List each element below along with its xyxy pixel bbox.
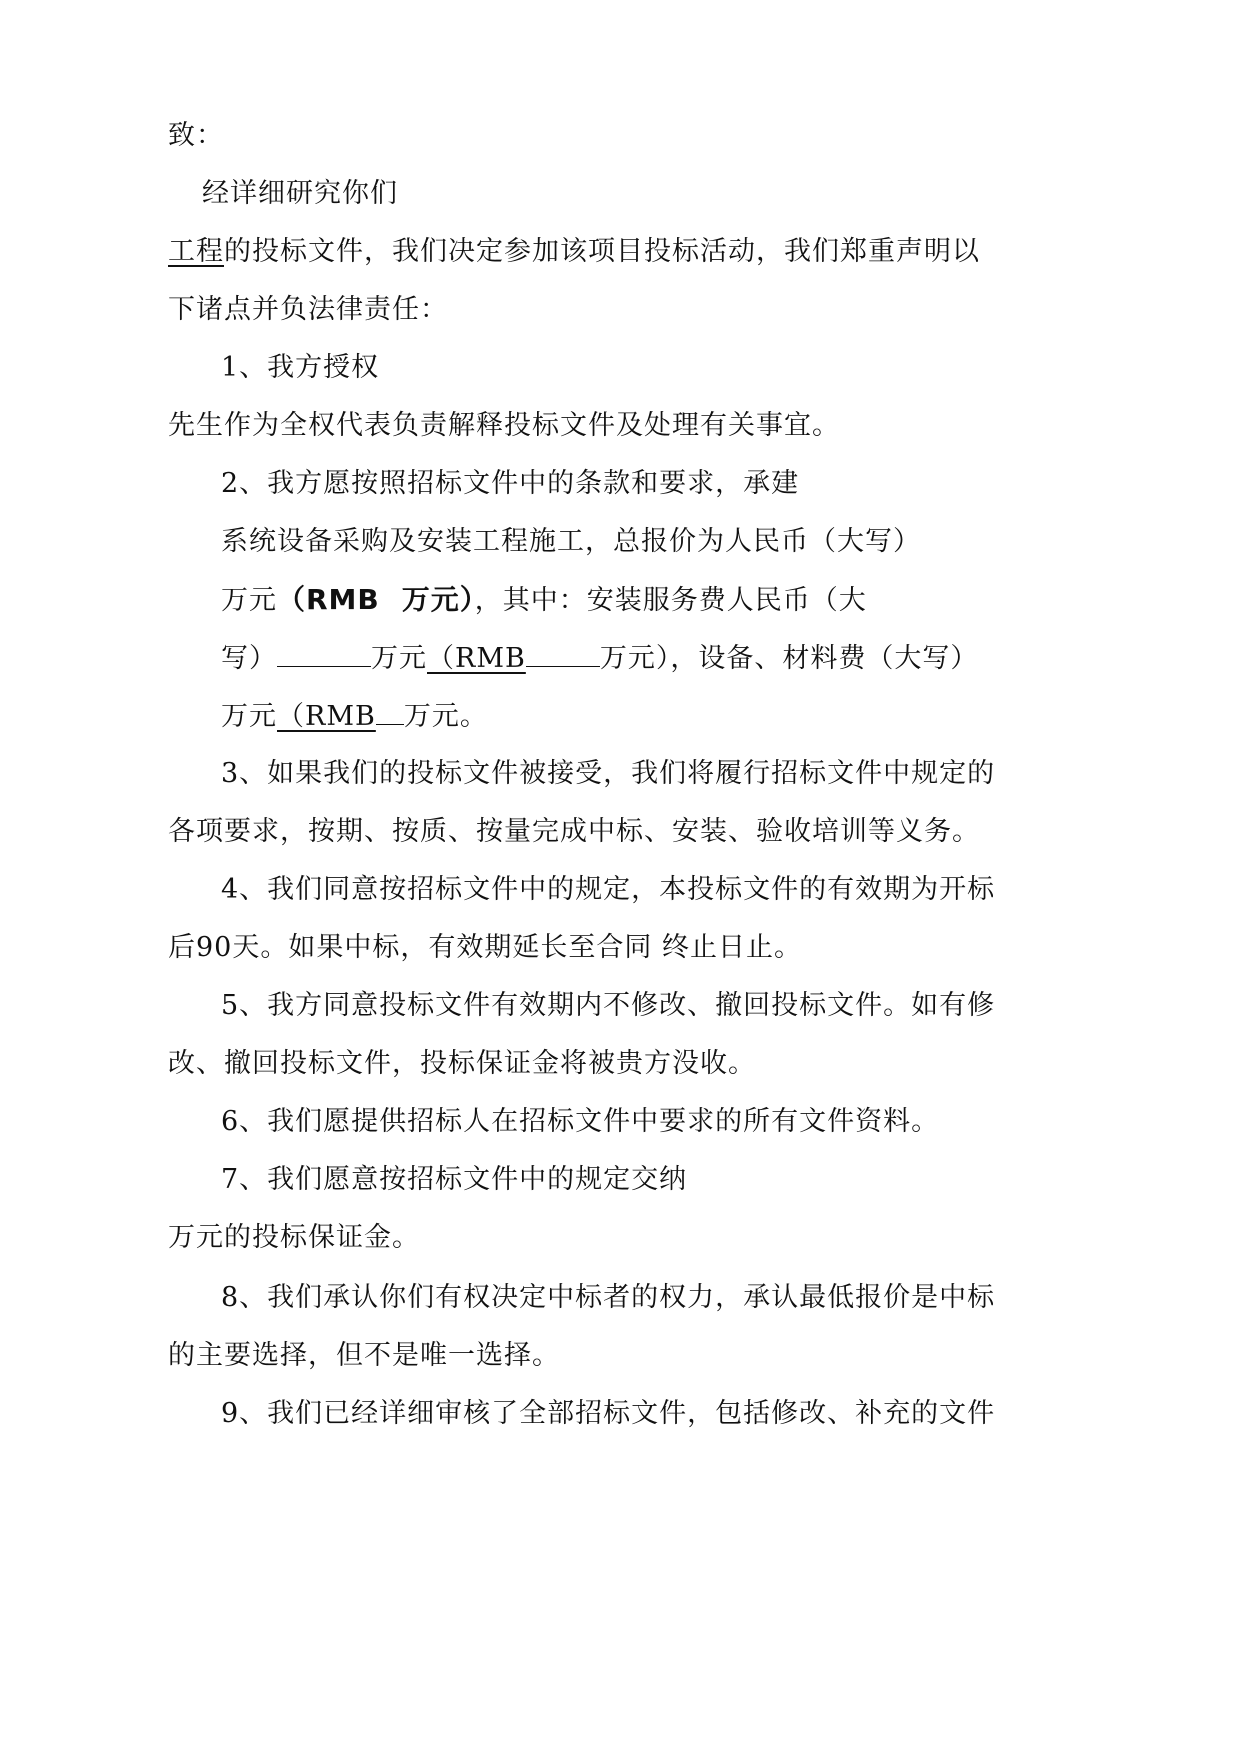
clause-2-line-5 <box>221 696 488 737</box>
clause-4-line-2: 后90天。如果中标，有效期延长至合同 终止日止。 <box>168 932 802 963</box>
statement-line-1 <box>168 232 980 272</box>
clause-1-line-2: 先生作为全权代表负责解释投标文件及处理有关事宜。 <box>168 410 840 441</box>
material-fee-text: ，设备、材料费（大写） <box>670 643 979 674</box>
clause-3-line-1: 3、如果我们的投标文件被接受，我们将履行招标文件中规定的 <box>221 758 996 789</box>
clause-5-line-1: 5、我方同意投标文件有效期内不修改、撤回投标文件。如有修 <box>221 990 996 1021</box>
clause-8-line-1: 8、我们承认你们有权决定中标者的权力，承认最低报价是中标 <box>221 1282 996 1313</box>
clause-5-line-2: 改、撤回投标文件，投标保证金将被贵方没收。 <box>168 1048 756 1079</box>
install-fee-daxie: 写） <box>221 643 277 674</box>
clause-2-line-2: 系统设备采购及安装工程施工，总报价为人民币（大写） <box>221 526 921 557</box>
install-fee-rmb: （RMB <box>427 643 526 674</box>
clause-2-line-4 <box>221 638 978 679</box>
statement-line-2: 下诸点并负法律责任： <box>168 294 448 325</box>
statement-line-1-text: 的投标文件，我们决定参加该项目投标活动，我们郑重声明以 <box>224 236 980 267</box>
material-rmb-blank <box>376 696 404 725</box>
clause-2-line-3 <box>221 580 867 621</box>
total-rmb-close: 万元） <box>401 583 475 616</box>
clause-9-line-1: 9、我们已经详细审核了全部招标文件，包括修改、补充的文件 <box>221 1398 996 1429</box>
total-rmb-open: （RMB <box>277 583 380 616</box>
salutation: 致： <box>168 120 224 151</box>
clause-6: 6、我们愿提供招标人在招标文件中要求的所有文件资料。 <box>221 1106 940 1137</box>
clause-7-line-2: 万元的投标保证金。 <box>168 1222 420 1253</box>
install-fee-rmb-close: 万元） <box>599 643 671 674</box>
clause-8-line-2: 的主要选择，但不是唯一选择。 <box>168 1340 560 1371</box>
install-fee-text: ，其中：安装服务费人民币（大 <box>474 585 867 616</box>
material-wan-yuan: 万元 <box>221 701 277 732</box>
clause-2-line-1: 2、我方愿按照招标文件中的条款和要求，承建 <box>221 468 800 499</box>
total-wan-yuan: 万元 <box>221 585 277 616</box>
intro-line: 经详细研究你们 <box>202 178 398 209</box>
project-name-underlined: 工程 <box>168 236 224 267</box>
install-fee-wan-yuan: 万元 <box>371 643 427 674</box>
material-rmb: （RMB <box>277 701 376 732</box>
clause-7-line-1: 7、我们愿意按招标文件中的规定交纳 <box>221 1164 688 1195</box>
install-fee-blank <box>277 638 371 667</box>
install-fee-rmb-blank <box>526 638 600 667</box>
clause-1-line-1: 1、我方授权 <box>221 352 380 383</box>
clause-4-line-1: 4、我们同意按招标文件中的规定，本投标文件的有效期为开标 <box>221 874 996 905</box>
material-rmb-close: 万元。 <box>403 701 488 732</box>
clause-3-line-2: 各项要求，按期、按质、按量完成中标、安装、验收培训等义务。 <box>168 816 980 847</box>
